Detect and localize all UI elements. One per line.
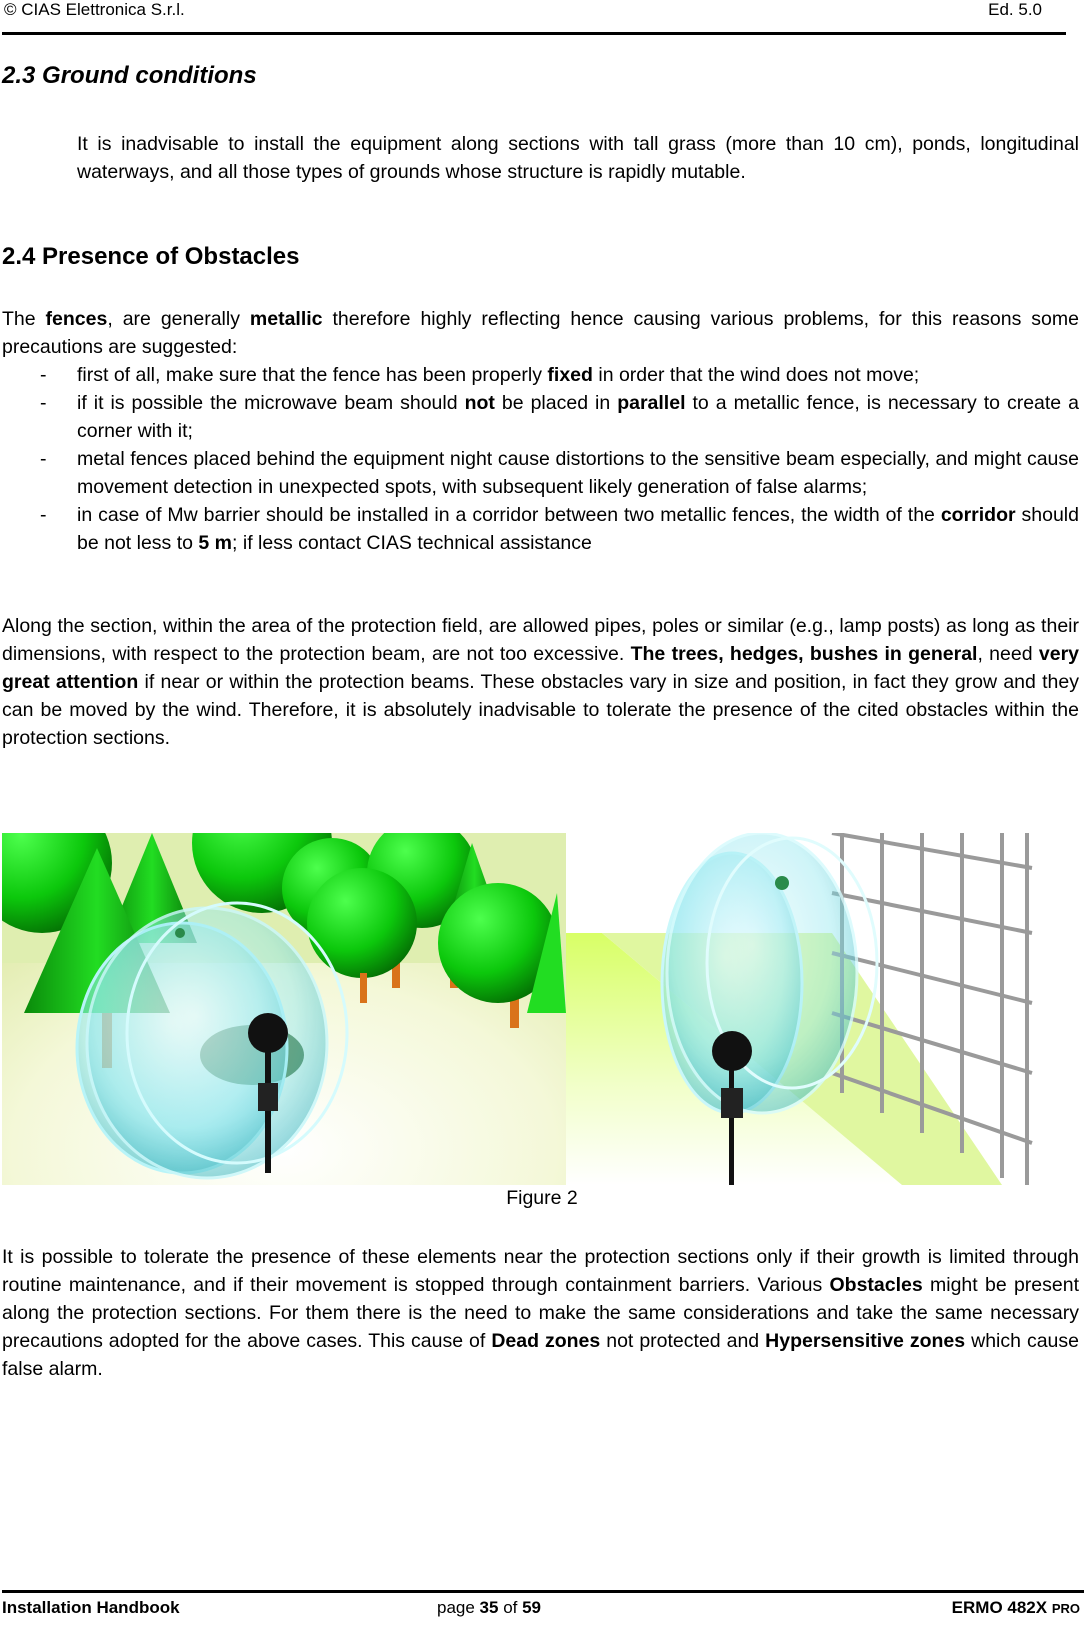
obstacles-intro: The fences, are generally metallic therefore highly reflecting hence causing various problems, for this reasons some precautions are suggested: <box>2 308 1079 358</box>
section-2-4-heading: 2.4 Presence of Obstacles <box>2 243 300 270</box>
forest-scene <box>2 833 566 1185</box>
list-item: - metal fences placed behind the equipment night cause distortions to the sensitive beam especially, and might cause movement detection in unexpected spots, with subsequent likely generation of false alarms; <box>40 448 1079 498</box>
fence-scene <box>566 833 1046 1185</box>
header-rule <box>2 32 1066 35</box>
header-company: © CIAS Elettronica S.r.l. <box>4 0 185 19</box>
list-item: - first of all, make sure that the fence has been properly fixed in order that the wind does not move; <box>40 364 920 386</box>
page-footer <box>2 1598 1080 1624</box>
precautions-list <box>2 361 1079 557</box>
page-header <box>4 0 1076 34</box>
figure-2-illustration <box>2 833 1046 1185</box>
footer-handbook: Installation Handbook <box>2 1598 180 1617</box>
footer-rule <box>2 1590 1084 1593</box>
footer-product: ERMO 482X PRO <box>951 1598 1080 1617</box>
closing-paragraph: It is possible to tolerate the presence of these elements near the protection sections only if their growth is limited through routine maintenance, and if their movement is stopped through containment barriers. Various Obstacles might be present along the protection sections. For them there is the need to make the same considerations and take the same necessary precautions adopted for the above cases. This cause of Dead zones not protected and Hypersensitive zones which cause false alarm. <box>2 1246 1079 1380</box>
section-2-3-text: It is inadvisable to install the equipment along sections with tall grass (more than 10 cm), ponds, longitudinal waterways, and all those types of grounds whose structure is rapidly mutable. <box>77 133 1079 183</box>
page-number: page 35 of 59 <box>437 1598 542 1617</box>
trees-paragraph: Along the section, within the area of the protection field, are allowed pipes, poles or similar (e.g., lamp posts) as long as their dimensions, with respect to the protection beam, are not too excessive. The trees, hedges, bushes in general, need very great attention if near or within the protection beams. These obstacles vary in size and position, in fact they grow and they can be moved by the wind. Therefore, it is absolutely inadvisable to tolerate the presence of the cited obstacles within the protection sections. <box>2 615 1079 749</box>
list-item: - in case of Mw barrier should be installed in a corridor between two metallic fences, the width of the corridor should be not less to 5 m; if less contact CIAS technical assistance <box>40 504 1079 554</box>
list-item: - if it is possible the microwave beam should not be placed in parallel to a metallic fence, is necessary to create a corner with it; <box>40 392 1079 442</box>
section-2-3-heading: 2.3 Ground conditions <box>2 62 257 89</box>
header-edition: Ed. 5.0 <box>988 0 1042 19</box>
figure-caption: Figure 2 <box>506 1187 578 1209</box>
